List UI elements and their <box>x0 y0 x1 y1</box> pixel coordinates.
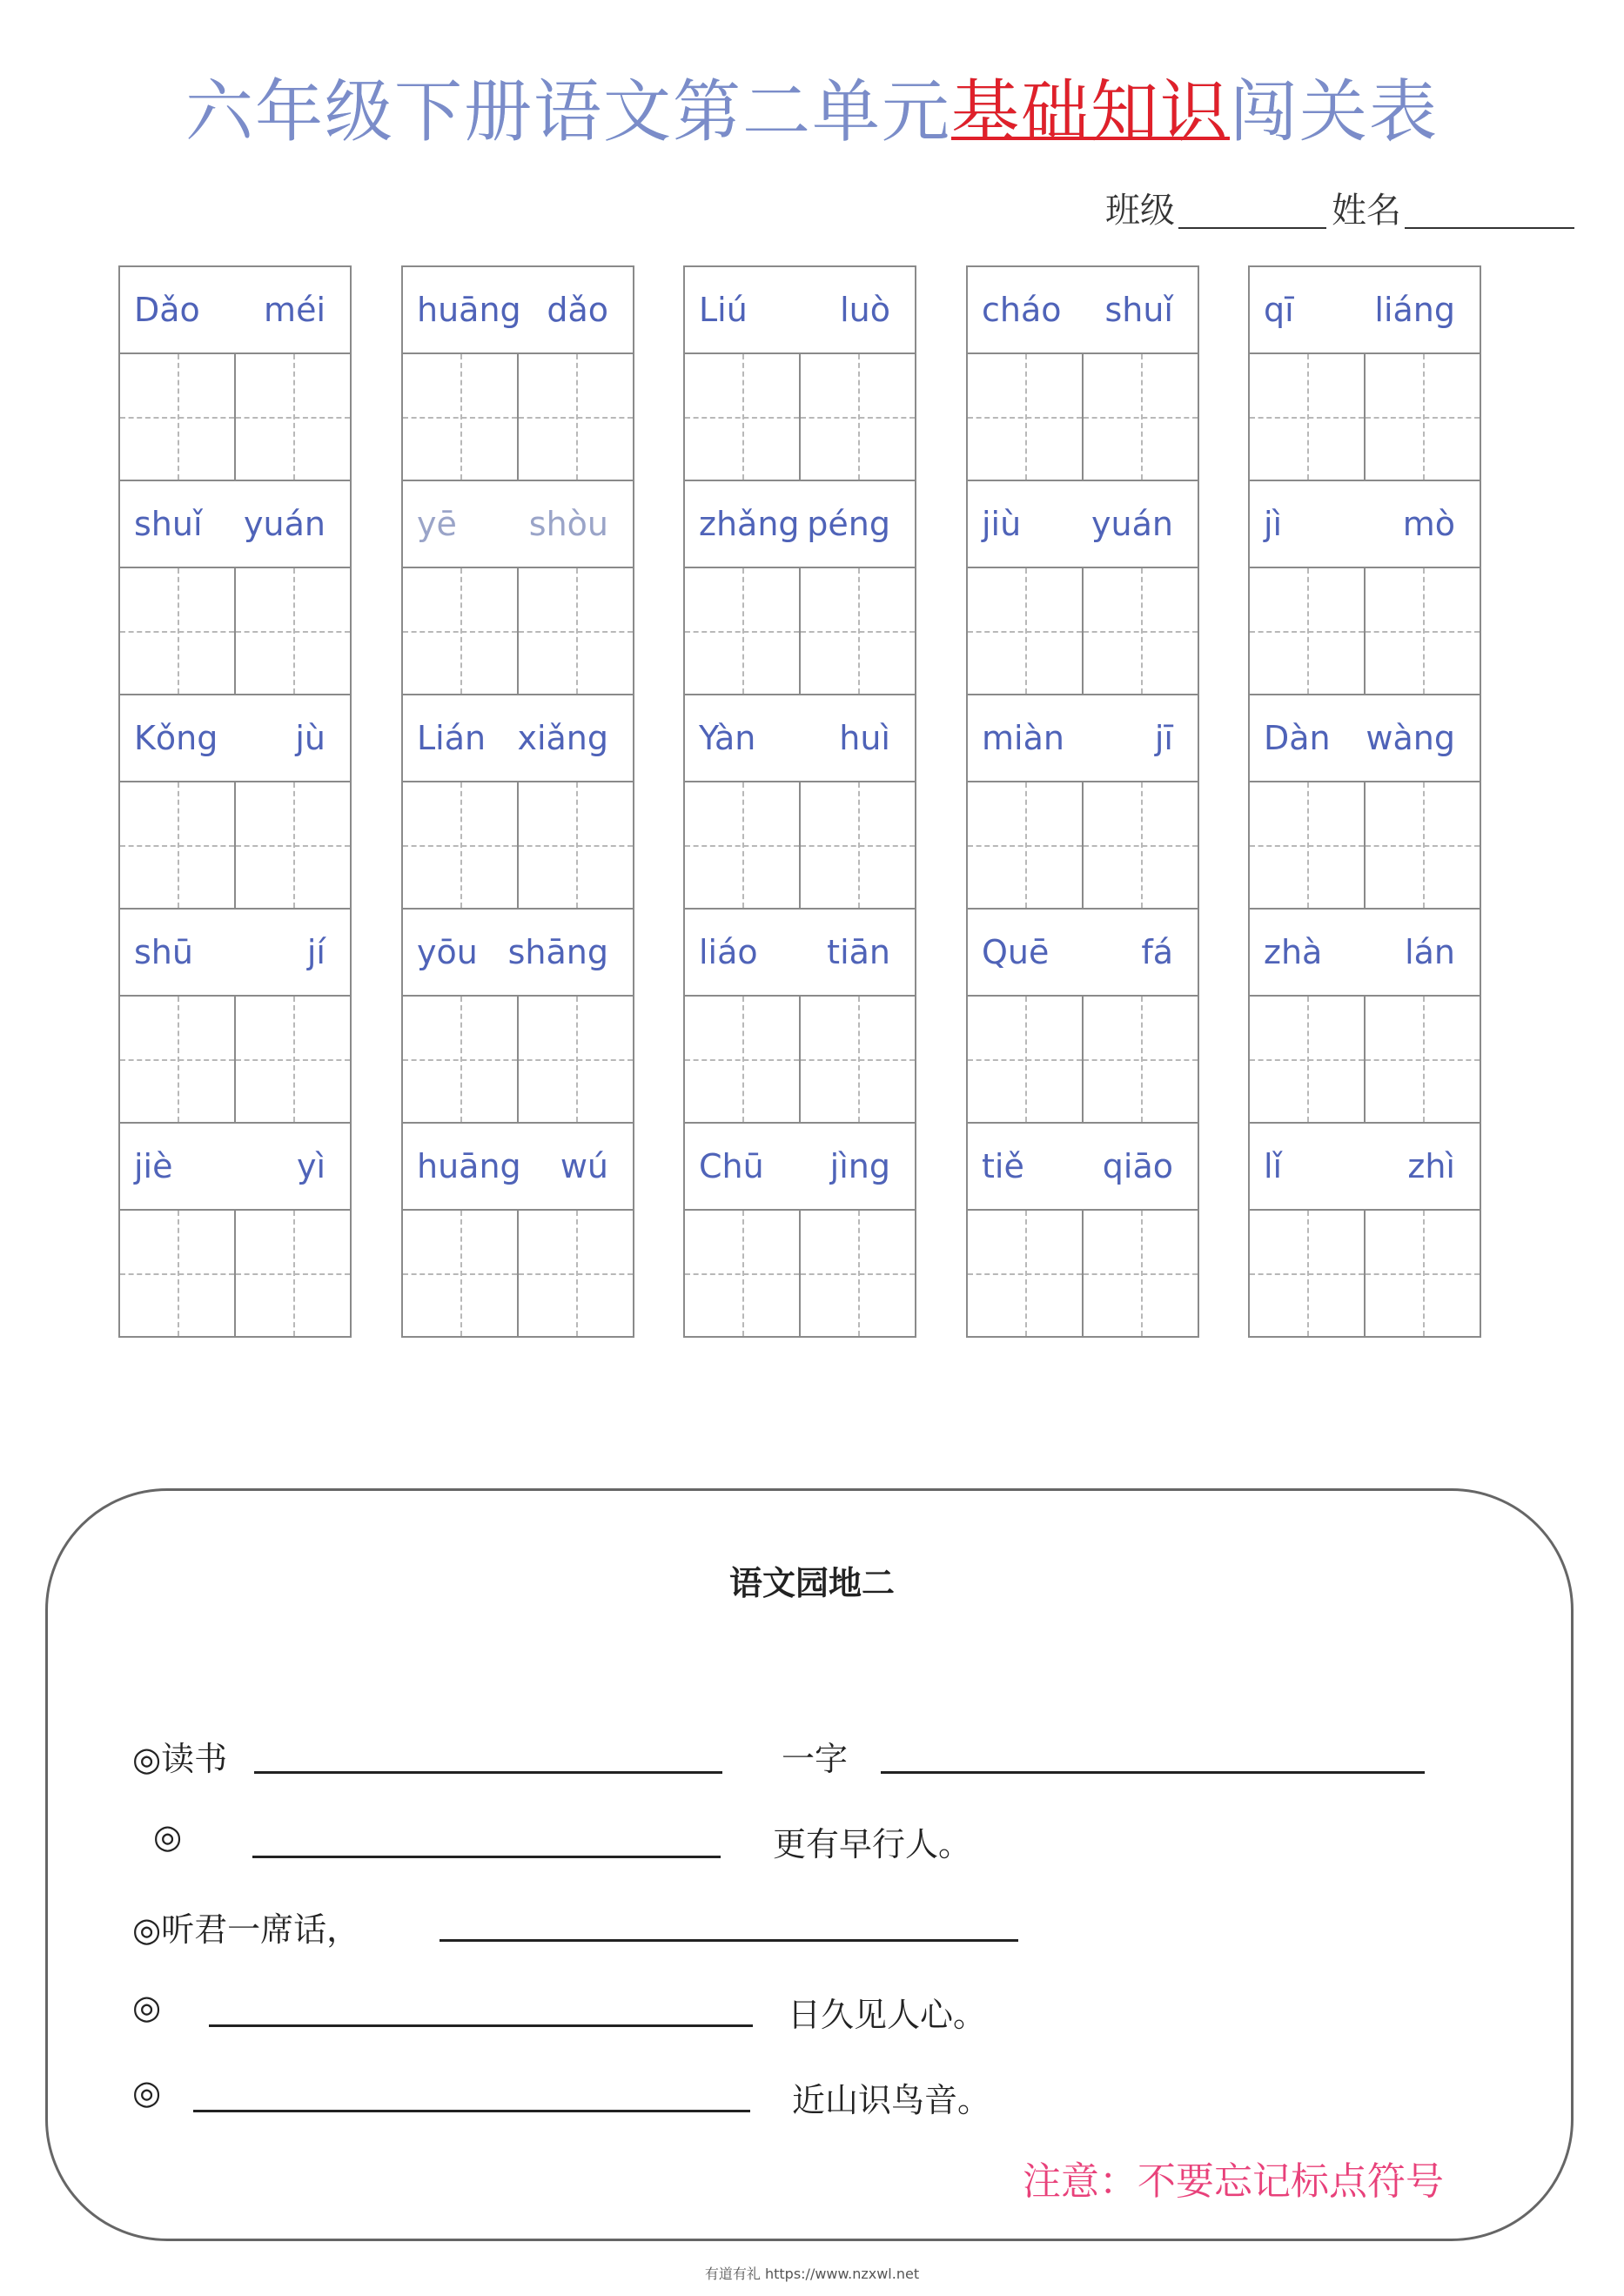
pinyin-syllable: jiù <box>982 505 1022 543</box>
pinyin-syllable: Yàn <box>699 719 756 757</box>
pinyin-syllable: wàng <box>1366 719 1455 757</box>
title-part1: 六年级下册语文第二单元 <box>185 73 951 151</box>
garden-title: 语文园地二 <box>728 1563 895 1602</box>
pinyin-syllable: shuǐ <box>1104 291 1173 329</box>
pinyin-row <box>685 1124 915 1211</box>
pinyin-syllable: zhǎng <box>699 505 800 543</box>
line1-blank1[interactable] <box>254 1771 722 1774</box>
pinyin-syllable: Liú <box>699 291 748 329</box>
character-box[interactable] <box>120 354 236 480</box>
character-box[interactable] <box>1366 568 1480 694</box>
line4-blank[interactable] <box>209 2024 753 2027</box>
class-name-row <box>1105 183 1574 232</box>
writing-boxes <box>685 1211 915 1336</box>
writing-boxes <box>685 782 915 910</box>
pinyin-syllable: xiǎng <box>517 719 608 757</box>
pinyin-row <box>120 910 350 997</box>
footer-url: 有道有礼 https://www.nzxwl.net <box>704 2266 920 2282</box>
character-box[interactable] <box>403 782 519 908</box>
character-box[interactable] <box>1366 997 1480 1122</box>
pinyin-syllable: lǐ <box>1264 1147 1283 1185</box>
line4-prefix: ◎ <box>132 1988 162 2026</box>
writing-boxes <box>685 354 915 481</box>
writing-boxes <box>120 1211 350 1336</box>
pinyin-syllable: dǎo <box>547 291 608 329</box>
character-box[interactable] <box>1084 782 1198 908</box>
word-column <box>683 265 916 1338</box>
writing-boxes <box>968 568 1198 695</box>
character-box[interactable] <box>685 997 801 1122</box>
class-blank[interactable] <box>1178 194 1326 229</box>
pinyin-syllable: wú <box>560 1147 608 1185</box>
pinyin-syllable: jiè <box>134 1147 173 1185</box>
writing-boxes <box>685 568 915 695</box>
pinyin-syllable: miàn <box>982 719 1064 757</box>
writing-boxes <box>968 1211 1198 1336</box>
word-column <box>966 265 1199 1338</box>
pinyin-row <box>403 267 633 354</box>
pinyin-syllable: yì <box>296 1147 325 1185</box>
character-box[interactable] <box>968 997 1084 1122</box>
character-box[interactable] <box>968 782 1084 908</box>
pinyin-row <box>968 1124 1198 1211</box>
pinyin-syllable: jī <box>1154 719 1173 757</box>
writing-boxes <box>685 997 915 1124</box>
character-box[interactable] <box>403 997 519 1122</box>
pinyin-syllable: shuǐ <box>134 505 203 543</box>
pinyin-syllable: jìng <box>829 1147 890 1185</box>
writing-boxes <box>1250 1211 1480 1336</box>
character-box[interactable] <box>801 568 915 694</box>
character-box[interactable] <box>685 782 801 908</box>
pinyin-row <box>120 481 350 568</box>
word-column <box>401 265 634 1338</box>
line1-blank2[interactable] <box>881 1771 1425 1774</box>
character-box[interactable] <box>519 782 633 908</box>
character-box[interactable] <box>236 997 350 1122</box>
line2-suffix: 更有早行人。 <box>773 1825 972 1863</box>
character-box[interactable] <box>1084 1211 1198 1336</box>
writing-boxes <box>403 568 633 695</box>
pinyin-syllable: qī <box>1264 291 1294 329</box>
line5-prefix: ◎ <box>132 2073 162 2111</box>
pinyin-syllable: yuán <box>1091 505 1173 543</box>
punctuation-note: 注意：不要忘记标点符号 <box>1023 2159 1444 2204</box>
pinyin-syllable: Lián <box>417 719 487 757</box>
pinyin-syllable: tiě <box>982 1147 1024 1185</box>
pinyin-syllable: shū <box>134 933 193 971</box>
pinyin-row <box>120 695 350 782</box>
character-box[interactable] <box>403 568 519 694</box>
writing-boxes <box>968 354 1198 481</box>
pinyin-syllable: jì <box>1264 505 1283 543</box>
pinyin-syllable: Dàn <box>1264 719 1331 757</box>
pinyin-syllable: zhì <box>1407 1147 1455 1185</box>
pinyin-syllable: yuán <box>244 505 325 543</box>
name-blank[interactable] <box>1405 194 1574 229</box>
line2-prefix: ◎ <box>153 1817 183 1856</box>
writing-boxes <box>1250 568 1480 695</box>
pinyin-row <box>968 910 1198 997</box>
character-box[interactable] <box>968 1211 1084 1336</box>
character-box[interactable] <box>120 1211 236 1336</box>
pinyin-syllable: shāng <box>507 933 608 971</box>
pinyin-syllable: Chū <box>699 1147 764 1185</box>
line5-suffix: 近山识鸟音。 <box>792 2081 991 2119</box>
pinyin-syllable: péng <box>807 505 890 543</box>
page-title <box>0 57 1624 155</box>
character-box[interactable] <box>1084 568 1198 694</box>
character-box[interactable] <box>236 782 350 908</box>
character-box[interactable] <box>801 1211 915 1336</box>
pinyin-syllable: yōu <box>417 933 478 971</box>
pinyin-syllable: yē <box>417 505 457 543</box>
line4-suffix: 日久见人心。 <box>788 1996 987 2034</box>
character-box[interactable] <box>968 568 1084 694</box>
writing-boxes <box>403 1211 633 1336</box>
character-box[interactable] <box>403 1211 519 1336</box>
pinyin-row <box>685 695 915 782</box>
character-box[interactable] <box>1366 782 1480 908</box>
character-box[interactable] <box>801 782 915 908</box>
character-box[interactable] <box>519 568 633 694</box>
character-box[interactable] <box>236 568 350 694</box>
writing-boxes <box>120 354 350 481</box>
writing-boxes <box>1250 782 1480 910</box>
pinyin-syllable: Quē <box>982 933 1050 971</box>
character-box[interactable] <box>968 354 1084 480</box>
writing-boxes <box>403 997 633 1124</box>
pinyin-syllable: liáng <box>1374 291 1455 329</box>
pinyin-syllable: mò <box>1402 505 1455 543</box>
pinyin-syllable: jù <box>295 719 325 757</box>
pinyin-syllable: cháo <box>982 291 1062 329</box>
pinyin-row <box>1250 267 1480 354</box>
line3-prefix: ◎听君一席话， <box>132 1910 360 1949</box>
character-box[interactable] <box>1250 568 1366 694</box>
character-box[interactable] <box>519 354 633 480</box>
character-box[interactable] <box>685 1211 801 1336</box>
pinyin-row <box>968 267 1198 354</box>
writing-boxes <box>403 354 633 481</box>
line2-blank[interactable] <box>252 1856 721 1858</box>
pinyin-syllable: Dǎo <box>134 291 200 329</box>
pinyin-row <box>1250 910 1480 997</box>
character-box[interactable] <box>1084 997 1198 1122</box>
pinyin-row <box>403 1124 633 1211</box>
title-highlight: 基础知识 <box>950 73 1230 151</box>
character-box[interactable] <box>801 997 915 1122</box>
writing-boxes <box>968 782 1198 910</box>
line5-blank[interactable] <box>193 2110 750 2112</box>
character-box[interactable] <box>685 568 801 694</box>
pinyin-syllable: luò <box>840 291 890 329</box>
pinyin-syllable: qiāo <box>1102 1147 1173 1185</box>
pinyin-syllable: tiān <box>827 933 890 971</box>
character-box[interactable] <box>403 354 519 480</box>
character-box[interactable] <box>519 997 633 1122</box>
pinyin-row <box>120 1124 350 1211</box>
character-box[interactable] <box>120 782 236 908</box>
character-box[interactable] <box>1084 354 1198 480</box>
character-box[interactable] <box>1250 782 1366 908</box>
class-label: 班级 <box>1105 191 1175 231</box>
pinyin-row <box>1250 695 1480 782</box>
line1-middle: 一字 <box>782 1740 849 1778</box>
character-box[interactable] <box>236 1211 350 1336</box>
character-box[interactable] <box>1366 354 1480 480</box>
writing-boxes <box>403 782 633 910</box>
pinyin-syllable: liáo <box>699 933 758 971</box>
pinyin-row <box>120 267 350 354</box>
writing-boxes <box>1250 997 1480 1124</box>
character-box[interactable] <box>685 354 801 480</box>
pinyin-row <box>968 481 1198 568</box>
pinyin-syllable: jí <box>306 933 325 971</box>
character-box[interactable] <box>1250 997 1366 1122</box>
pinyin-row <box>685 267 915 354</box>
pinyin-row <box>403 910 633 997</box>
line1-prefix: ◎读书 <box>132 1740 228 1778</box>
pinyin-syllable: zhà <box>1264 933 1323 971</box>
pinyin-syllable: huāng <box>417 1147 521 1185</box>
title-part2: 闯关表 <box>1230 73 1439 151</box>
pinyin-row <box>685 481 915 568</box>
writing-boxes <box>968 997 1198 1124</box>
pinyin-row <box>1250 1124 1480 1211</box>
pinyin-syllable: Kǒng <box>134 719 218 757</box>
word-column <box>118 265 352 1338</box>
pinyin-syllable: fá <box>1141 933 1173 971</box>
pinyin-syllable: lán <box>1405 933 1455 971</box>
pinyin-row <box>403 481 633 568</box>
character-box[interactable] <box>801 354 915 480</box>
pinyin-syllable: huāng <box>417 291 521 329</box>
writing-boxes <box>120 997 350 1124</box>
character-box[interactable] <box>120 997 236 1122</box>
writing-boxes <box>120 568 350 695</box>
name-label: 姓名 <box>1332 191 1401 231</box>
character-box[interactable] <box>519 1211 633 1336</box>
pinyin-row <box>968 695 1198 782</box>
pinyin-row <box>403 695 633 782</box>
pinyin-row <box>1250 481 1480 568</box>
pinyin-syllable: shòu <box>528 505 608 543</box>
word-column <box>1248 265 1481 1338</box>
line3-blank[interactable] <box>440 1939 1018 1942</box>
character-box[interactable] <box>1250 1211 1366 1336</box>
pinyin-syllable: huì <box>839 719 890 757</box>
character-box[interactable] <box>236 354 350 480</box>
pinyin-syllable: méi <box>264 291 325 329</box>
writing-boxes <box>120 782 350 910</box>
character-box[interactable] <box>120 568 236 694</box>
writing-boxes <box>1250 354 1480 481</box>
character-box[interactable] <box>1366 1211 1480 1336</box>
character-box[interactable] <box>1250 354 1366 480</box>
pinyin-row <box>685 910 915 997</box>
